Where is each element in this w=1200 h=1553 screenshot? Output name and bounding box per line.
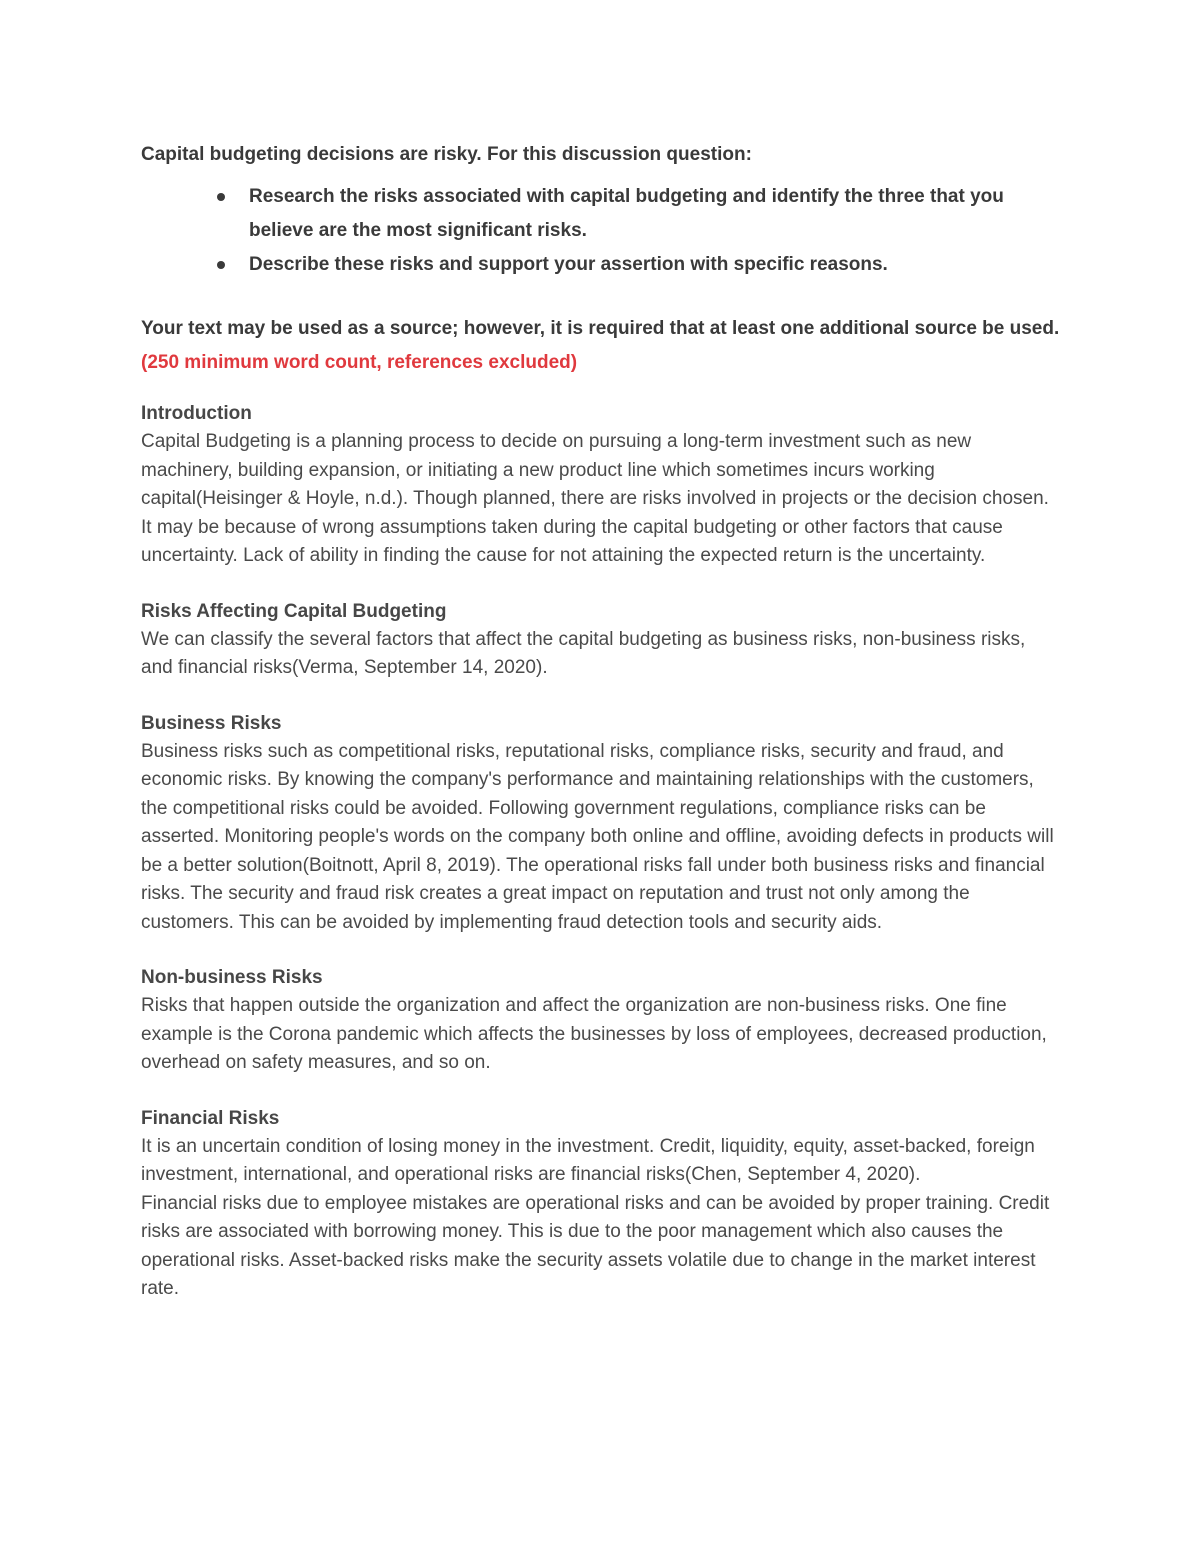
section-paragraph: We can classify the several factors that affect the capital budgeting as business risks, non-business risks, and financial risks(Verma, September 14, 2020). [141, 628, 1026, 678]
bullet-dot-icon [217, 261, 225, 269]
section-heading: Risks Affecting Capital Budgeting [141, 600, 447, 622]
prompt-bullet-item [141, 180, 1061, 248]
word-count-requirement: (250 minimum word count, references excluded) [141, 352, 578, 373]
section-heading: Financial Risks [141, 1107, 280, 1129]
section-paragraph: Business risks such as competitional risks, reputational risks, compliance risks, security and fraud, and economic risks. By knowing the company's performance and maintaining relationships with the customers, the competitional risks could be avoided. Following government regulations, compliance risks can be asserted. Monitoring people's words on the company both online and offline, avoiding defects in products will be a better solution(Boitnott, April 8, 2019). The operational risks fall under both business risks and financial risks. The security and fraud risk creates a great impact on reputation and trust not only among the customers. This can be avoided by implementing fraud detection tools and security aids. [141, 740, 1054, 933]
section-introduction [141, 400, 1061, 571]
source-requirement-note [141, 312, 1061, 380]
section-paragraph: Financial risks due to employee mistakes are operational risks and can be avoided by proper training. Credit risks are associated with borrowing money. This is due to the poor management which also causes the operational risks. Asset-backed risks make the security assets volatile due to change in the market interest rate. [141, 1192, 1050, 1299]
bullet-dot-icon [217, 193, 225, 201]
note-main-text: Your text may be used as a source; however, it is required that at least one additional source be used. [141, 318, 1060, 339]
section-heading: Introduction [141, 403, 252, 424]
section-heading: Business Risks [141, 712, 282, 734]
section-non-business-risks [141, 964, 1061, 1078]
prompt-bullet-text: Describe these risks and support your assertion with specific reasons. [249, 254, 888, 275]
prompt-intro: Capital budgeting decisions are risky. For this discussion question: [141, 144, 752, 165]
prompt-bullet-list [141, 180, 1061, 282]
document-page [141, 138, 1061, 1304]
section-heading: Non-business Risks [141, 967, 323, 988]
section-financial-risks [141, 1105, 1061, 1304]
section-business-risks [141, 710, 1061, 938]
section-paragraph: Capital Budgeting is a planning process to decide on pursuing a long-term investment such as new machinery, building expansion, or initiating a new product line which sometimes incurs working capital(Heisinger & Hoyle, n.d.). Though planned, there are risks involved in projects or the decision chosen. It may be because of wrong assumptions taken during the capital budgeting or other factors that cause uncertainty. Lack of ability in finding the cause for not attaining the expected return is the uncertainty. [141, 431, 1049, 566]
prompt-bullet-text: Research the risks associated with capital budgeting and identify the three that you believe are the most significant risks. [249, 186, 1004, 241]
section-risks-affecting [141, 598, 1061, 683]
section-paragraph: Risks that happen outside the organization and affect the organization are non-business risks. One fine example is the Corona pandemic which affects the businesses by loss of employees, decreased production, overhead on safety measures, and so on. [141, 995, 1047, 1073]
section-paragraph: It is an uncertain condition of losing money in the investment. Credit, liquidity, equity, asset-backed, foreign investment, international, and operational risks are financial risks(Chen, September 4, 2020). [141, 1135, 1035, 1185]
prompt-bullet-item [141, 248, 1061, 282]
